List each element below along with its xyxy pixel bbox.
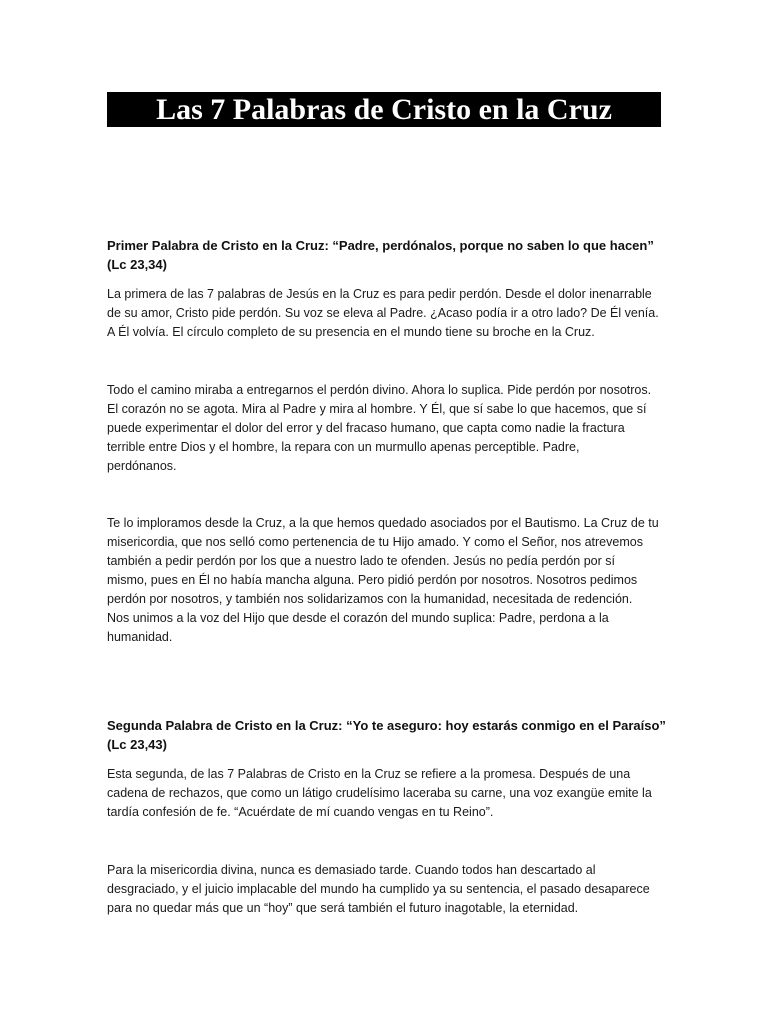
text-line: Te lo imploramos desde la Cruz, a la que hemos quedado asociados por el Bautismo. La Cruz de tu bbox=[107, 516, 659, 530]
text-line: puede experimentar el dolor del error y del fracaso humano, que capta como nadie la fractura bbox=[107, 421, 625, 435]
paragraph bbox=[107, 514, 669, 647]
text-line: para no quedar más que un “hoy” que será también el futuro inagotable, la eternidad. bbox=[107, 901, 579, 915]
paragraph bbox=[107, 285, 669, 342]
section-heading-first-word bbox=[107, 236, 672, 274]
text-line: desgraciado, y el juicio implacable del mundo ha cumplido ya su sentencia, el pasado desaparece bbox=[107, 882, 650, 896]
text-line: de su amor, Cristo pide perdón. Su voz se eleva al Padre. ¿Acaso podía ir a otro lado? De Él venía. bbox=[107, 306, 659, 320]
section-heading-second-word bbox=[107, 716, 672, 754]
page-title: Las 7 Palabras de Cristo en la Cruz bbox=[107, 92, 661, 127]
text-line: Esta segunda, de las 7 Palabras de Cristo en la Cruz se refiere a la promesa. Después de una bbox=[107, 767, 631, 781]
text-line: perdónanos. bbox=[107, 459, 177, 473]
text-line: El corazón no se agota. Mira al Padre y mira al hombre. Y Él, que sí sabe lo que hacemos, que sí bbox=[107, 402, 647, 416]
heading-line: (Lc 23,34) bbox=[107, 257, 167, 272]
heading-line: Segunda Palabra de Cristo en la Cruz: “Yo te aseguro: hoy estarás conmigo en el Paraíso” bbox=[107, 718, 666, 733]
text-line: humanidad. bbox=[107, 630, 173, 644]
text-line: perdón por nosotros, y también nos solidarizamos con la humanidad, necesitada de redención. bbox=[107, 592, 633, 606]
text-line: Todo el camino miraba a entregarnos el perdón divino. Ahora lo suplica. Pide perdón por nosotros. bbox=[107, 383, 652, 397]
paragraph bbox=[107, 765, 669, 822]
text-line: cadena de rechazos, que como un látigo crudelísimo laceraba su carne, una voz exangüe emite la bbox=[107, 786, 652, 800]
heading-line: Primer Palabra de Cristo en la Cruz: “Padre, perdónalos, porque no saben lo que hacen” bbox=[107, 238, 654, 253]
heading-line: (Lc 23,43) bbox=[107, 737, 167, 752]
text-line: también a pedir perdón por los que a nuestro lado te ofenden. Jesús no pedía perdón por sí bbox=[107, 554, 615, 568]
text-line: Para la misericordia divina, nunca es demasiado tarde. Cuando todos han descartado al bbox=[107, 863, 596, 877]
text-line: Nos unimos a la voz del Hijo que desde el corazón del mundo suplica: Padre, perdona a la bbox=[107, 611, 609, 625]
text-line: mismo, pues en Él no había mancha alguna. Pero pidió perdón por nosotros. Nosotros pedimos bbox=[107, 573, 638, 587]
text-line: La primera de las 7 palabras de Jesús en la Cruz es para pedir perdón. Desde el dolor inenarrable bbox=[107, 287, 652, 301]
text-line: tardía confesión de fe. “Acuérdate de mí cuando vengas en tu Reino”. bbox=[107, 805, 494, 819]
paragraph bbox=[107, 861, 669, 918]
text-line: misericordia, que nos selló como pertenencia de tu Hijo amado. Y como el Señor, nos atrevemos bbox=[107, 535, 643, 549]
text-line: terrible entre Dios y el hombre, la repara con un murmullo apenas perceptible. Padre, bbox=[107, 440, 580, 454]
paragraph bbox=[107, 381, 669, 476]
text-line: A Él volvía. El círculo completo de su presencia en el mundo tiene su broche en la Cruz. bbox=[107, 325, 595, 339]
